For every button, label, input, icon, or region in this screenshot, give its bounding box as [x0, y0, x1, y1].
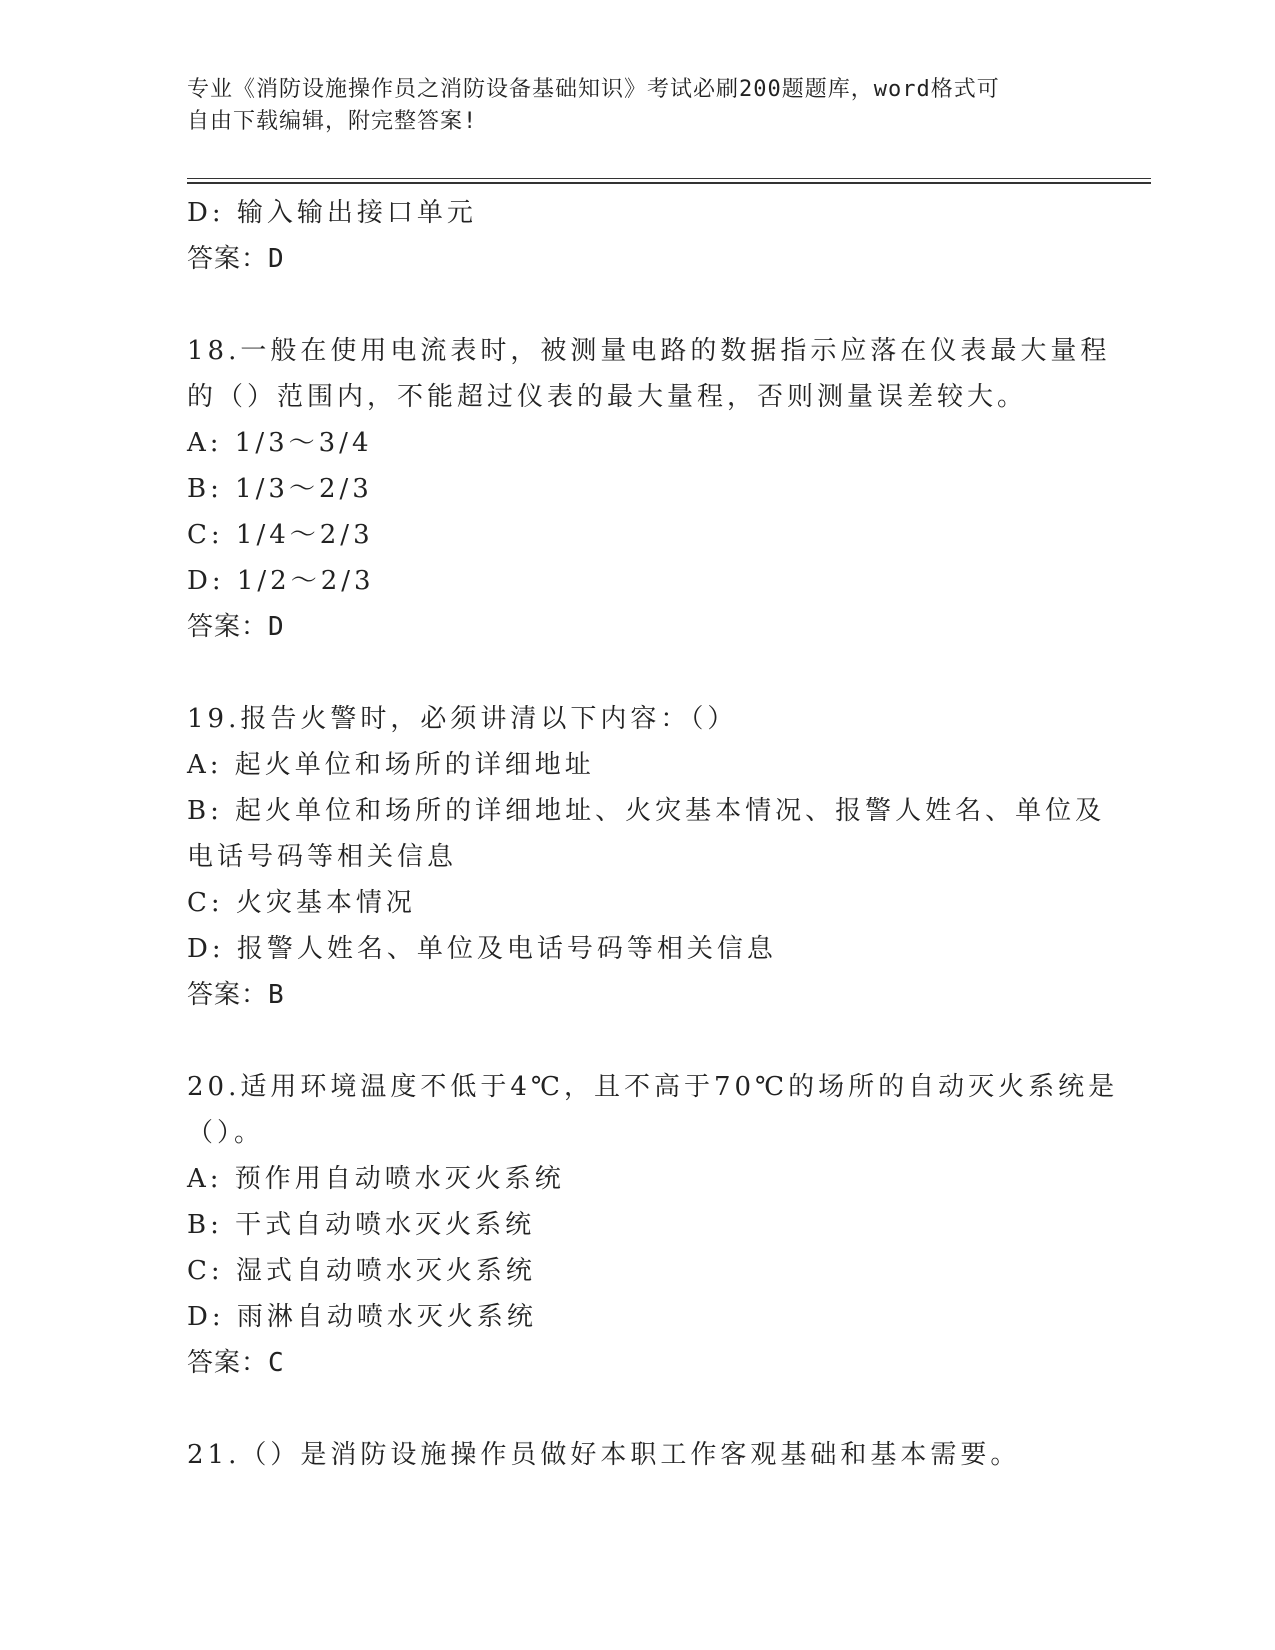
spacer	[187, 650, 1087, 696]
answer-line: 答案：D	[187, 612, 285, 642]
question-stem: 19.报告火警时，必须讲清以下内容：（）	[187, 704, 738, 734]
header-divider-thick	[187, 182, 1151, 184]
option-a: A: 预作用自动喷水灭火系统	[187, 1164, 565, 1194]
option-d: D: 报警人姓名、单位及电话号码等相关信息	[187, 934, 777, 964]
option-a: A: 起火单位和场所的详细地址	[187, 750, 595, 780]
option-c: C: 火灾基本情况	[187, 888, 416, 918]
question-stem: 20.适用环境温度不低于4℃，且不高于70℃的场所的自动灭火系统是	[187, 1072, 1119, 1102]
question-stem: 18.一般在使用电流表时，被测量电路的数据指示应落在仪表最大量程	[187, 336, 1111, 366]
option-c: C: 1/4～2/3	[187, 520, 374, 550]
option-b: B: 干式自动喷水灭火系统	[187, 1210, 536, 1240]
question-18	[187, 328, 1111, 650]
question-list	[187, 190, 1119, 1478]
option-a: A: 1/3～3/4	[187, 428, 373, 458]
spacer	[187, 1018, 1087, 1064]
question-21	[187, 1432, 1087, 1478]
question-20	[187, 1064, 1119, 1386]
option-b: B: 起火单位和场所的详细地址、火灾基本情况、报警人姓名、单位及	[187, 796, 1106, 826]
answer-line: 答案：D	[187, 244, 285, 274]
document-header	[187, 74, 1087, 138]
option-b-cont: 电话号码等相关信息	[187, 842, 458, 872]
option-b: B: 1/3～2/3	[187, 474, 373, 504]
option-d: D: 1/2～2/3	[187, 566, 375, 596]
header-title-line-1: 专业《消防设施操作员之消防设备基础知识》考试必刷200题题库，word格式可	[187, 77, 1000, 102]
question-stem: 21.（）是消防设施操作员做好本职工作客观基础和基本需要。	[187, 1440, 1021, 1470]
header-divider-thin	[187, 178, 1151, 179]
question-19	[187, 696, 1106, 1018]
question-stem-cont: 的（）范围内，不能超过仪表的最大量程，否则测量误差较大。	[187, 382, 1028, 412]
spacer	[187, 1386, 1087, 1432]
option-d: D: 雨淋自动喷水灭火系统	[187, 1302, 537, 1332]
question-17-tail	[187, 190, 1087, 282]
question-stem-cont: （）。	[187, 1118, 265, 1148]
answer-line: 答案：B	[187, 980, 285, 1010]
spacer	[187, 282, 1087, 328]
option-d: D: 输入输出接口单元	[187, 198, 477, 228]
option-c: C: 湿式自动喷水灭火系统	[187, 1256, 536, 1286]
answer-line: 答案：C	[187, 1348, 285, 1378]
header-title-line-2: 自由下载编辑，附完整答案!	[187, 109, 478, 134]
